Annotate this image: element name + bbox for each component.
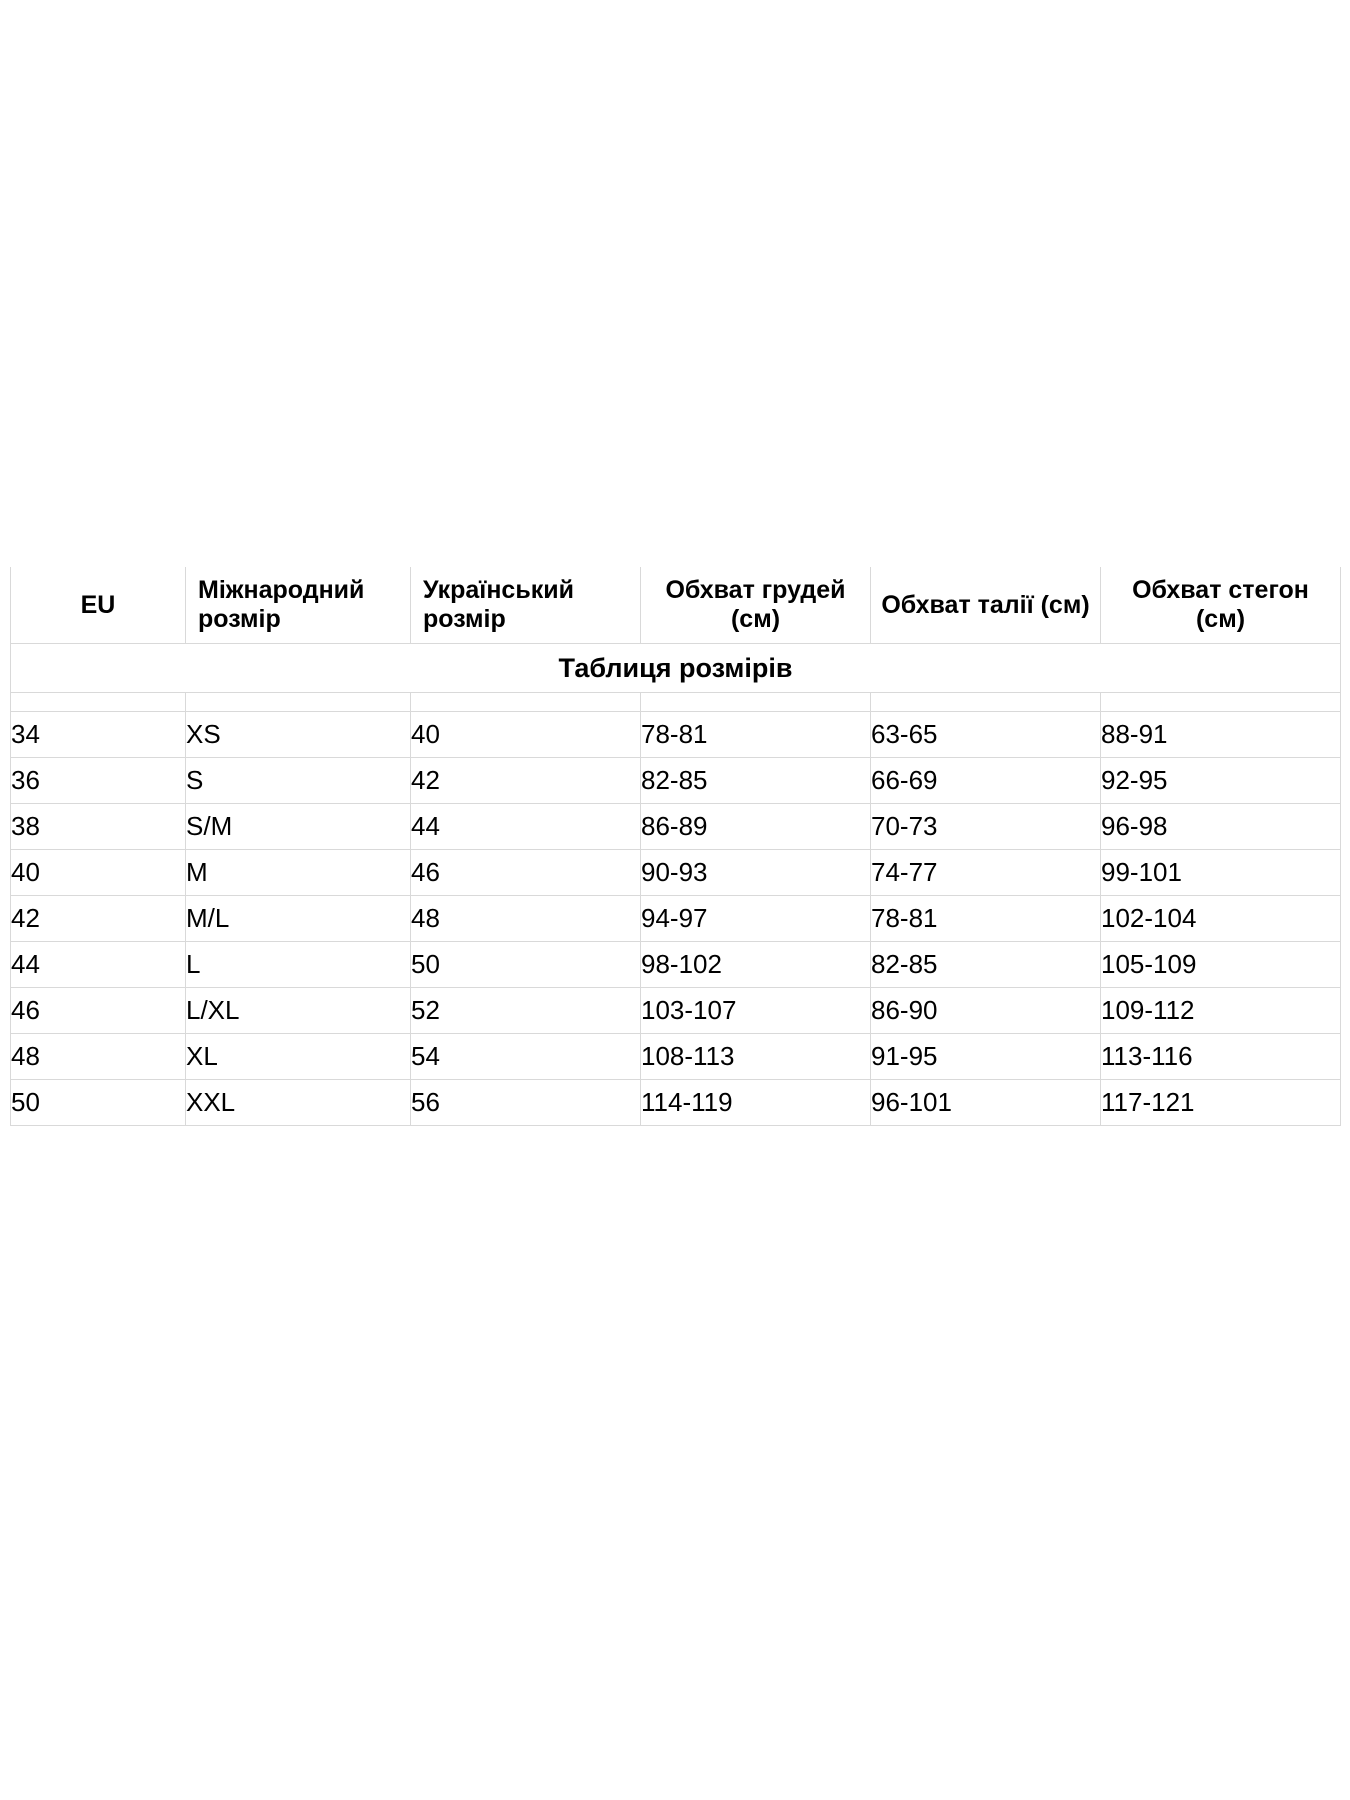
cell-eu: 50 bbox=[11, 1080, 186, 1126]
cell-hips: 99-101 bbox=[1101, 850, 1341, 896]
cell-chest: 94-97 bbox=[641, 896, 871, 942]
table-row bbox=[11, 942, 1341, 988]
size-table bbox=[10, 567, 1341, 1126]
cell-eu: 42 bbox=[11, 896, 186, 942]
cell-chest: 98-102 bbox=[641, 942, 871, 988]
cell-ukrainian: 54 bbox=[411, 1034, 641, 1080]
cell-hips: 105-109 bbox=[1101, 942, 1341, 988]
cell-international: M/L bbox=[186, 896, 411, 942]
cell-hips: 109-112 bbox=[1101, 988, 1341, 1034]
cell-ukrainian: 52 bbox=[411, 988, 641, 1034]
column-header-ukrainian-size: Український розмір bbox=[411, 567, 641, 644]
cell-waist: 74-77 bbox=[871, 850, 1101, 896]
column-header-waist: Обхват талії (см) bbox=[871, 567, 1101, 644]
cell-waist: 82-85 bbox=[871, 942, 1101, 988]
cell-chest: 108-113 bbox=[641, 1034, 871, 1080]
cell-ukrainian: 42 bbox=[411, 758, 641, 804]
cell-chest: 86-89 bbox=[641, 804, 871, 850]
cell-hips: 92-95 bbox=[1101, 758, 1341, 804]
table-row bbox=[11, 1080, 1341, 1126]
size-chart-sheet bbox=[10, 567, 1340, 1126]
spacer-cell bbox=[871, 693, 1101, 712]
cell-ukrainian: 46 bbox=[411, 850, 641, 896]
column-header-eu: EU bbox=[11, 567, 186, 644]
cell-eu: 34 bbox=[11, 712, 186, 758]
cell-international: M bbox=[186, 850, 411, 896]
cell-waist: 96-101 bbox=[871, 1080, 1101, 1126]
cell-international: L/XL bbox=[186, 988, 411, 1034]
cell-international: L bbox=[186, 942, 411, 988]
cell-ukrainian: 56 bbox=[411, 1080, 641, 1126]
table-row bbox=[11, 1034, 1341, 1080]
cell-international: S bbox=[186, 758, 411, 804]
cell-chest: 82-85 bbox=[641, 758, 871, 804]
cell-international: S/M bbox=[186, 804, 411, 850]
cell-waist: 86-90 bbox=[871, 988, 1101, 1034]
cell-eu: 48 bbox=[11, 1034, 186, 1080]
cell-international: XXL bbox=[186, 1080, 411, 1126]
cell-eu: 38 bbox=[11, 804, 186, 850]
cell-chest: 78-81 bbox=[641, 712, 871, 758]
cell-waist: 70-73 bbox=[871, 804, 1101, 850]
cell-waist: 63-65 bbox=[871, 712, 1101, 758]
cell-chest: 90-93 bbox=[641, 850, 871, 896]
spacer-cell bbox=[186, 693, 411, 712]
table-spacer-row bbox=[11, 693, 1341, 712]
column-header-chest: Обхват грудей (см) bbox=[641, 567, 871, 644]
cell-waist: 91-95 bbox=[871, 1034, 1101, 1080]
page-title: Таблиця розмірів bbox=[11, 644, 1341, 693]
column-header-international-size: Міжнародний розмір bbox=[186, 567, 411, 644]
cell-chest: 114-119 bbox=[641, 1080, 871, 1126]
cell-eu: 36 bbox=[11, 758, 186, 804]
table-row bbox=[11, 896, 1341, 942]
column-header-hips: Обхват стегон (см) bbox=[1101, 567, 1341, 644]
spacer-cell bbox=[641, 693, 871, 712]
cell-eu: 44 bbox=[11, 942, 186, 988]
cell-ukrainian: 40 bbox=[411, 712, 641, 758]
cell-waist: 78-81 bbox=[871, 896, 1101, 942]
table-row bbox=[11, 850, 1341, 896]
cell-international: XS bbox=[186, 712, 411, 758]
cell-hips: 117-121 bbox=[1101, 1080, 1341, 1126]
table-row bbox=[11, 988, 1341, 1034]
table-row bbox=[11, 758, 1341, 804]
cell-chest: 103-107 bbox=[641, 988, 871, 1034]
spacer-cell bbox=[1101, 693, 1341, 712]
cell-eu: 46 bbox=[11, 988, 186, 1034]
cell-hips: 113-116 bbox=[1101, 1034, 1341, 1080]
cell-waist: 66-69 bbox=[871, 758, 1101, 804]
table-body bbox=[11, 712, 1341, 1126]
cell-hips: 88-91 bbox=[1101, 712, 1341, 758]
table-row bbox=[11, 804, 1341, 850]
cell-ukrainian: 48 bbox=[411, 896, 641, 942]
cell-hips: 102-104 bbox=[1101, 896, 1341, 942]
table-title-row bbox=[11, 644, 1341, 693]
cell-hips: 96-98 bbox=[1101, 804, 1341, 850]
table-row bbox=[11, 712, 1341, 758]
cell-ukrainian: 50 bbox=[411, 942, 641, 988]
spacer-cell bbox=[411, 693, 641, 712]
table-header-row bbox=[11, 567, 1341, 644]
cell-ukrainian: 44 bbox=[411, 804, 641, 850]
cell-eu: 40 bbox=[11, 850, 186, 896]
cell-international: XL bbox=[186, 1034, 411, 1080]
spacer-cell bbox=[11, 693, 186, 712]
